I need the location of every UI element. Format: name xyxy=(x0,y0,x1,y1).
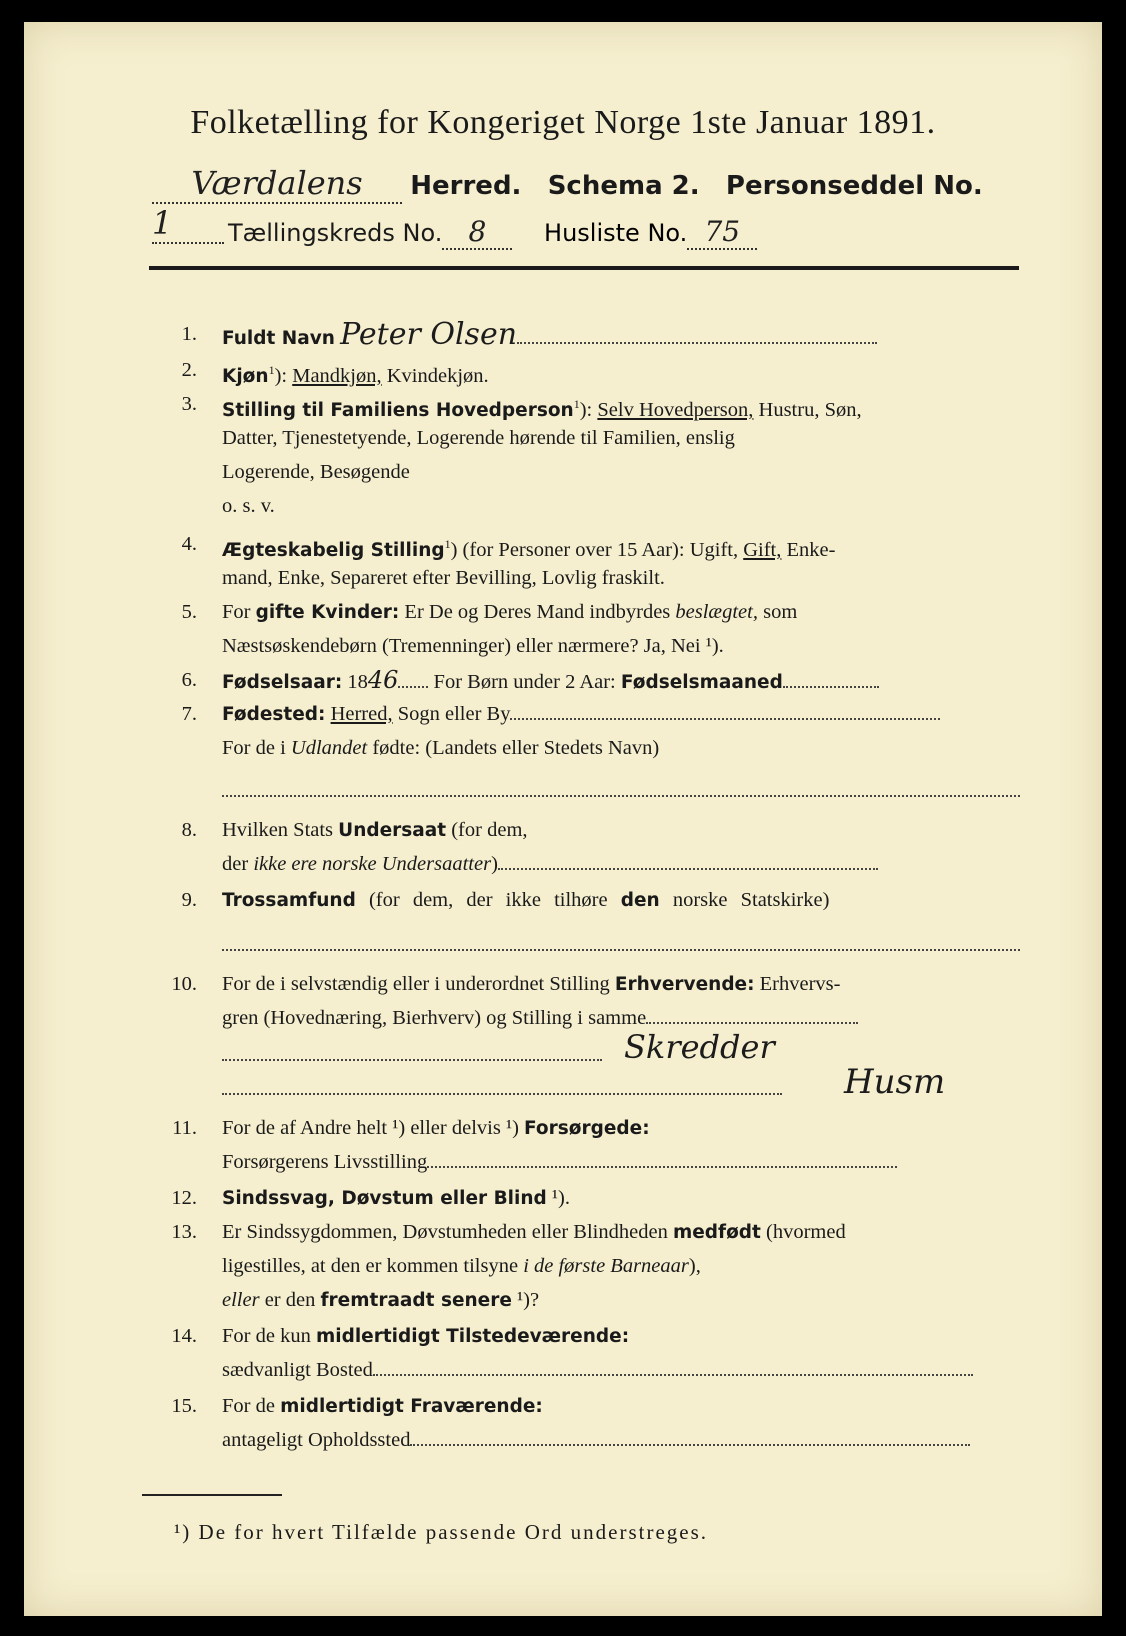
sex-colon: ): xyxy=(274,364,293,387)
item-13-line3-text xyxy=(222,1284,1022,1317)
item-15-line2-text xyxy=(222,1424,1022,1457)
item-number: 15. xyxy=(171,1395,197,1417)
marital-options-rest: Enke- xyxy=(781,538,836,561)
personseddel-label: Personseddel No. xyxy=(725,171,983,201)
fill-line xyxy=(427,1165,897,1168)
occupation-label: Erhvervende: xyxy=(614,974,755,995)
item-4-options-line2: mand, Enke, Separeret efter Bevilling, Lovlig fraskilt. xyxy=(222,567,665,589)
full-name-label: Fuldt Navn xyxy=(222,328,335,349)
line2-prefix: der xyxy=(222,853,254,875)
item-number: 6. xyxy=(181,669,197,691)
prefix: For de kun xyxy=(222,1325,316,1347)
item-9-text xyxy=(222,884,1022,917)
item-number: 9. xyxy=(181,889,197,911)
full-name-value: Peter Olsen xyxy=(340,317,518,352)
item-10-text xyxy=(222,968,1022,1001)
herred-name-field xyxy=(152,164,402,204)
item-5-text xyxy=(222,596,1022,629)
taellingskreds-row xyxy=(228,215,1028,255)
birth-year-label: Fødselsaar: xyxy=(222,672,343,693)
sex-label: Kjøn xyxy=(222,365,269,387)
line3-mid: er den xyxy=(259,1289,321,1311)
prefix: Er Sindssygdommen, Døvstumheden eller Blindheden xyxy=(222,1221,673,1243)
prefix: For de xyxy=(222,1395,281,1417)
sex-option-male-underlined: Mandkjøn, xyxy=(292,364,382,387)
occupation-value-1: Skredder xyxy=(624,1028,775,1066)
congenital-label: medfødt xyxy=(672,1222,761,1243)
item-1-full-name xyxy=(149,318,1024,358)
sex-option-female: Kvindekjøn. xyxy=(381,364,489,387)
taellingskreds-no-value: 8 xyxy=(468,215,487,248)
herred-label: Herred. xyxy=(410,171,522,201)
item-1-text xyxy=(222,318,1022,355)
item-3-text xyxy=(222,388,1022,427)
birthplace-options: Sogn eller By xyxy=(392,703,511,725)
item-7-text xyxy=(222,698,1022,731)
footnote-ref: 1 xyxy=(573,397,580,411)
item-number: 10. xyxy=(171,973,197,995)
presumed-residence-label: antageligt Opholdssted xyxy=(222,1429,411,1451)
prefix: For de af Andre helt ¹) eller delvis ¹) xyxy=(222,1117,525,1139)
fill-line xyxy=(498,867,878,870)
item-10-fill-line-a xyxy=(222,1058,602,1061)
provider-occupation-label: Forsørgerens Livsstilling xyxy=(222,1151,428,1173)
taellingskreds-field xyxy=(442,215,512,250)
fill-line xyxy=(646,1021,858,1024)
census-form-page xyxy=(24,22,1102,1616)
item-4-text xyxy=(222,528,1022,567)
fill-line xyxy=(373,1373,973,1376)
item-number: 12. xyxy=(171,1187,197,1209)
italic-word: beslægtet, xyxy=(675,601,758,623)
personseddel-field xyxy=(152,204,224,244)
item-9-fill-line xyxy=(222,948,1020,951)
birth-year-value: 46 xyxy=(367,666,399,694)
disability-rest: ¹). xyxy=(546,1187,570,1209)
line3-italic: eller xyxy=(222,1289,260,1311)
form-title: Folketælling for Kongeriget Norge 1ste Januar 1891. xyxy=(190,104,936,141)
item-number: 8. xyxy=(181,819,197,841)
prefix: Hvilken Stats xyxy=(222,819,339,841)
line2-suffix: ), xyxy=(688,1255,701,1277)
birth-month-label: Fødselsmaaned xyxy=(620,672,783,693)
item-11-text xyxy=(222,1112,1022,1145)
item-5-question-line2: Næstsøskendebørn (Tremenninger) eller nærmere? Ja, Nei ¹). xyxy=(222,635,724,657)
question-end: som xyxy=(757,601,798,623)
usual-residence-label: sædvanligt Bosted xyxy=(222,1359,373,1381)
colon: ): xyxy=(579,398,598,421)
line3-end: ¹)? xyxy=(511,1289,540,1311)
line2-italic: i de første Barneaar xyxy=(523,1255,689,1277)
option-gift-underlined: Gift, xyxy=(743,538,782,561)
item-11-line2-text xyxy=(222,1146,1022,1179)
item-8-line2-text: der ikke ere norske Undersaatter) xyxy=(222,848,1022,881)
fill-line xyxy=(398,685,428,688)
supported-label: Forsørgede: xyxy=(524,1118,650,1139)
item-7-fill-line xyxy=(222,794,1020,797)
header-rule xyxy=(149,266,1019,270)
item-number: 7. xyxy=(181,703,197,725)
footnote-rule xyxy=(142,1494,282,1496)
fill-line xyxy=(410,1443,970,1446)
prefix: For xyxy=(222,601,256,623)
item-14-line2-text xyxy=(222,1354,1022,1387)
husliste-label: Husliste No. xyxy=(544,219,688,247)
marital-options: ) (for Personer over 15 Aar): Ugift, xyxy=(450,538,744,561)
husliste-no-value: 75 xyxy=(704,215,741,248)
other-options: Hustru, Søn, xyxy=(753,398,862,421)
item-7-abroad-text xyxy=(222,732,1022,765)
item-14-text xyxy=(222,1320,1022,1353)
husliste-field xyxy=(687,215,757,250)
item-number: 13. xyxy=(171,1221,197,1243)
occupation-rest: Erhvervs- xyxy=(754,973,841,995)
citizenship-label: Undersaat xyxy=(338,820,447,841)
abroad-prefix: For de i xyxy=(222,737,291,759)
item-3-options-line2: Datter, Tjenestetyende, Logerende hørende til Familien, enslig xyxy=(222,427,735,449)
item-number: 11. xyxy=(172,1117,197,1139)
footnote-ref: 1 xyxy=(444,537,451,551)
item-number: 2. xyxy=(181,359,197,381)
item-12-text xyxy=(222,1182,1022,1215)
marital-status-label: Ægteskabelig Stilling xyxy=(222,539,445,561)
occupation-value-2: Husm xyxy=(844,1062,946,1102)
religion-label: Trossamfund xyxy=(222,890,356,911)
temporarily-absent-label: midlertidigt Fraværende: xyxy=(280,1396,543,1417)
item-13-text xyxy=(222,1216,1022,1249)
abroad-italic: Udlandet xyxy=(290,737,368,759)
item-number: 1. xyxy=(181,323,197,345)
schema-label: Schema 2. xyxy=(547,171,700,201)
item-number: 4. xyxy=(181,533,197,555)
line2-prefix: ligestilles, at den er kommen tilsyne xyxy=(222,1255,524,1277)
item-6-text xyxy=(222,664,1022,699)
fill-line xyxy=(783,685,879,688)
herred-name-value: Værdalens xyxy=(191,164,363,202)
birthplace-label: Fødested: xyxy=(222,704,326,725)
religion-rest2: norske Statskirke) xyxy=(659,889,830,911)
item-2-text xyxy=(222,354,1022,393)
option-herred-underlined: Herred, xyxy=(330,703,393,725)
taellingskreds-label: Tællingskreds No. xyxy=(228,219,443,247)
later-onset-label: fremtraadt senere xyxy=(320,1290,512,1311)
temporarily-present-label: midlertidigt Tilstedeværende: xyxy=(315,1326,630,1347)
footnote: ¹) De for hvert Tilfælde passende Ord understreges. xyxy=(174,1520,709,1544)
option-selv-hovedperson-underlined: Selv Hovedperson, xyxy=(597,398,754,421)
question: Er De og Deres Mand indbyrdes xyxy=(399,601,676,623)
married-women-label: gifte Kvinder: xyxy=(255,602,400,623)
fill-line xyxy=(510,717,940,720)
religion-rest: (for dem, der ikke tilhøre xyxy=(355,889,621,911)
religion-den: den xyxy=(620,890,660,911)
item-10-fill-line-b xyxy=(222,1092,782,1095)
citizenship-rest: (for dem, xyxy=(446,819,528,841)
prefix: For de i selvstændig eller i underordnet Stilling xyxy=(222,973,615,995)
item-3-options-line3: Logerende, Besøgende xyxy=(222,461,410,483)
disability-label: Sindssvag, Døvstum eller Blind xyxy=(222,1188,547,1209)
item-number: 14. xyxy=(171,1325,197,1347)
occupation-line2: gren (Hovednæring, Bierhverv) og Stilling i samme xyxy=(222,1007,647,1029)
congenital-rest: (hvormed xyxy=(760,1221,846,1243)
item-10-line2-text xyxy=(222,1002,1022,1035)
item-number: 5. xyxy=(181,601,197,623)
birth-year-prefix: 18 xyxy=(342,671,368,693)
item-15-text xyxy=(222,1390,1022,1423)
item-8-text xyxy=(222,814,1022,847)
item-13-line2-text xyxy=(222,1250,1022,1283)
item-3-options-line4: o. s. v. xyxy=(222,495,275,517)
line2-italic: ikke ere norske Undersaatter xyxy=(253,853,492,875)
birth-month-question: For Børn under 2 Aar: xyxy=(428,671,621,693)
personseddel-no-value: 1 xyxy=(152,204,173,242)
abroad-suffix: fødte: (Landets eller Stedets Navn) xyxy=(367,737,660,759)
fill-line xyxy=(517,341,877,344)
family-position-label: Stilling til Familiens Hovedperson xyxy=(222,399,574,421)
item-number: 3. xyxy=(181,393,197,415)
footnote-ref: 1 xyxy=(268,363,275,377)
